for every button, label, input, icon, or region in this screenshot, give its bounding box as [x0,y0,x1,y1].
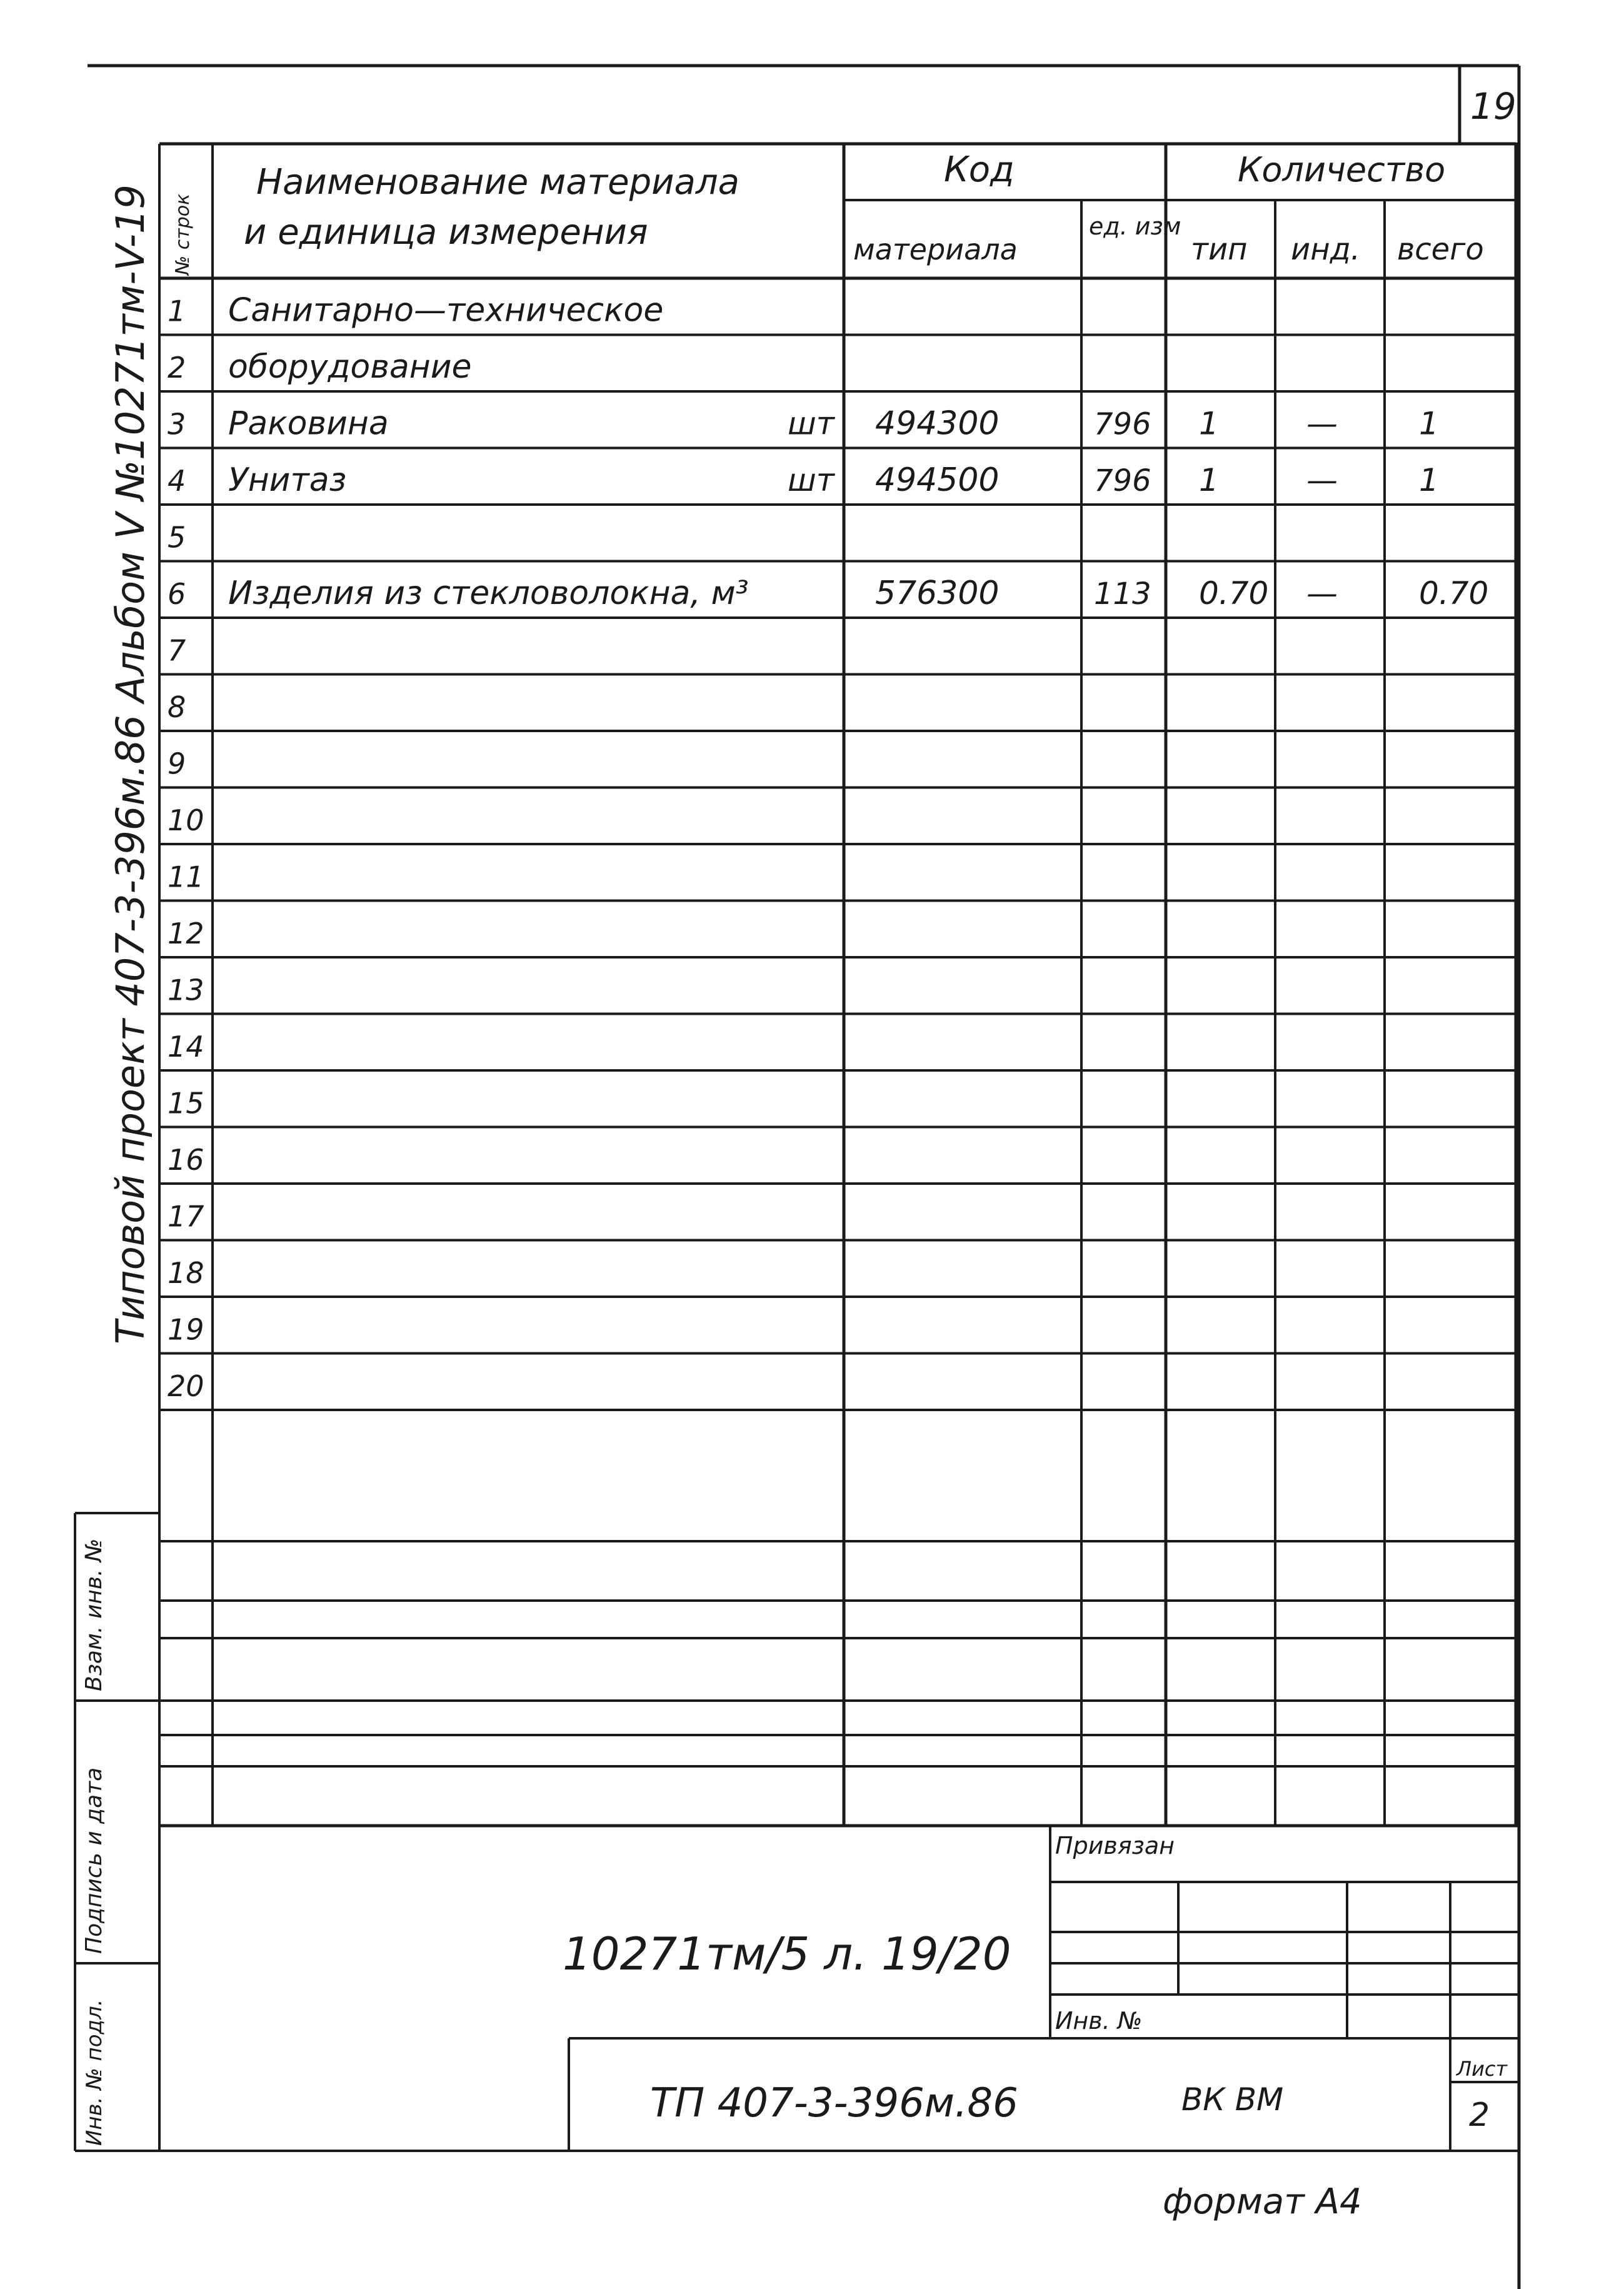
row-number: 16 [168,1143,204,1177]
material-name: Раковина [228,405,389,443]
qty-total: 1 [1419,405,1439,442]
row-number: 20 [168,1369,204,1403]
material-table-rows [159,292,1516,1411]
qty-ind: — [1306,575,1338,611]
row-number: 18 [168,1256,204,1290]
unit-label: шт [788,462,835,498]
row-number: 19 [168,1312,204,1347]
qty-ind: — [1306,462,1338,498]
stamp-vzam-inv: Взам. инв. № [81,1538,107,1691]
row-number: 10 [168,803,204,837]
qty-type-header: тип [1191,232,1248,267]
quantity-header: Количество [1238,150,1446,189]
row-number: 15 [168,1086,204,1120]
inv-no-label: Инв. № [1055,2007,1143,2035]
code-unit-header: ед. изм [1089,213,1181,240]
material-name: оборудование [228,348,472,386]
material-name: Санитарно—техническое [228,291,664,330]
side-title: Типовой проект 407-3-396м.86 Альбом V №10271тм-V-19 [108,184,153,1344]
material-code: 494300 [875,405,1000,443]
list-label: Лист [1456,2057,1508,2081]
material-code: 576300 [875,575,1000,612]
format-note: формат А4 [1163,2181,1362,2222]
qty-type: 0.70 [1199,575,1269,611]
list-number: 2 [1469,2096,1490,2134]
row-number: 7 [168,633,186,668]
row-number: 17 [168,1199,204,1234]
unit-code: 796 [1094,463,1151,498]
code-header: Код [944,149,1015,190]
row-number: 12 [168,917,204,950]
code-material-header: материала [853,233,1018,266]
row-number: 5 [168,520,186,555]
qty-total-header: всего [1397,232,1484,267]
handwritten-sheet-ref: 10271тм/5 л. 19/20 [563,1928,1011,1980]
row-number: 14 [168,1030,204,1064]
row-number: 11 [168,860,204,894]
material-name: Унитаз [228,461,347,499]
qty-type: 1 [1199,405,1219,442]
unit-label: шт [788,405,835,442]
row-number: 8 [168,690,186,724]
row-number: 2 [168,351,186,385]
privyazan-label: Привязан [1055,1832,1175,1859]
row-number: 4 [168,464,186,498]
row-number: 6 [168,577,186,611]
row-number: 13 [168,973,204,1007]
row-number-header: № строк [172,193,194,275]
page-number: 19 [1470,85,1516,128]
name-header-line1: Наименование материала [256,162,739,203]
qty-total: 1 [1419,462,1439,498]
row-number: 9 [168,747,186,781]
row-number: 1 [168,294,186,328]
material-code: 494500 [875,461,1000,499]
qty-ind: — [1306,405,1338,442]
unit-code: 796 [1094,406,1151,442]
row-number: 3 [168,407,186,441]
qty-ind-header: инд. [1291,232,1361,267]
unit-code: 113 [1094,576,1151,611]
qty-type: 1 [1199,462,1219,498]
stamp-podpis-data: Подпись и дата [81,1767,107,1954]
material-name: Изделия из стекловолокна, м³ [228,575,749,612]
qty-total: 0.70 [1419,575,1489,611]
name-header-line2: и единица измерения [244,212,648,253]
stamp-inv-podl: Инв. № подл. [82,1999,107,2146]
document-section: ВК ВМ [1181,2081,1284,2118]
document-designation: ТП 407-3-396м.86 [650,2080,1018,2126]
